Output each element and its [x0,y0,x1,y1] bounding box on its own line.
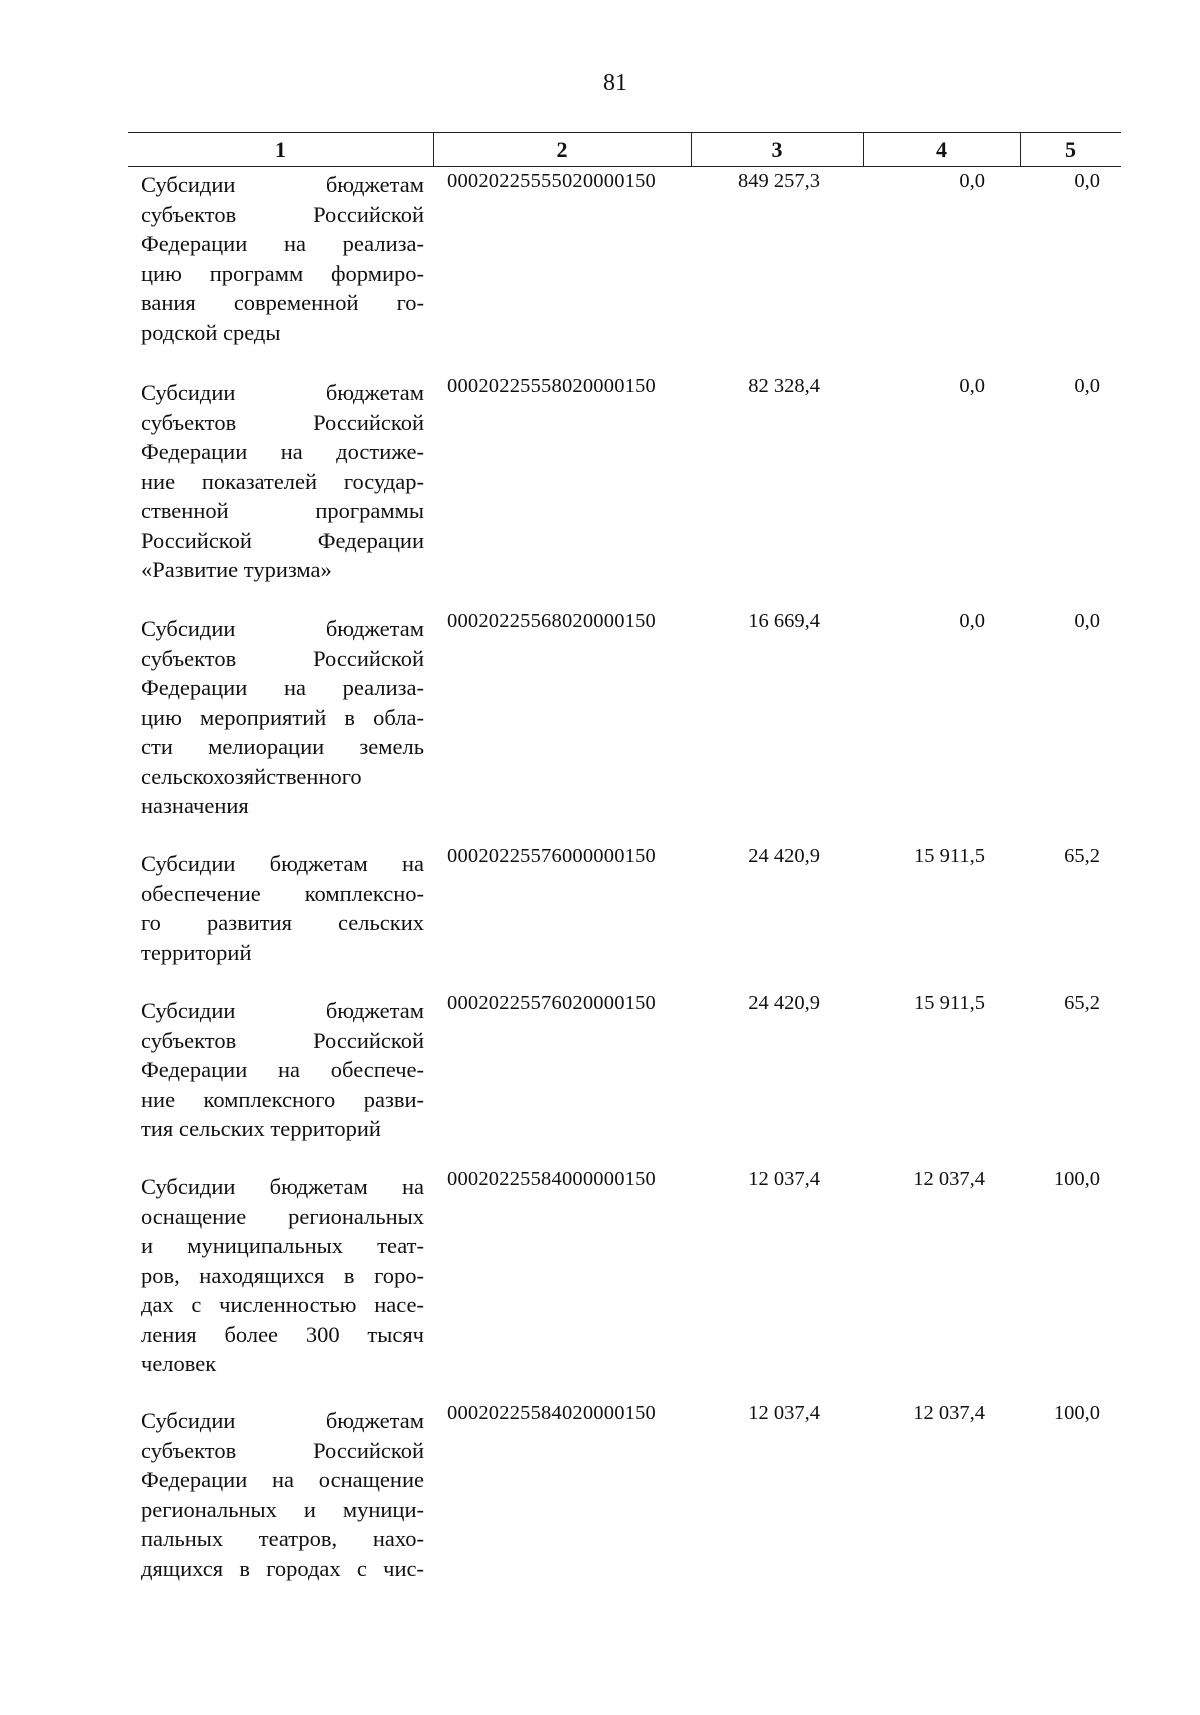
value-col-5: 100,0 [1053,1168,1100,1190]
description-line: Субсидии бюджетам [141,1408,424,1433]
row-description [141,849,424,967]
description-line: Федерации на оснащение [141,1467,424,1492]
value-col-3: 24 420,9 [748,845,820,867]
description-line: Федерации на реализа- [141,675,424,700]
description-line: оснащение региональных [141,1203,424,1229]
column-header-5: 5 [1065,137,1076,162]
budget-code: 00020225555020000150 [447,170,656,192]
description-line: назначения [141,793,249,818]
description-line: сти мелиорации земель [141,734,424,759]
description-line: Субсидии бюджетам [141,172,424,197]
description-line: территорий [141,939,252,965]
column-header-1: 1 [275,137,286,162]
description-line: «Развитие туризма» [141,557,332,582]
description-line: ров, находящихся в горо- [141,1262,424,1288]
description-line: сельскохозяйственного [141,763,362,789]
description-line: Субсидии бюджетам на [141,1174,424,1199]
value-col-3: 16 669,4 [748,610,820,632]
value-col-5: 65,2 [1064,845,1100,867]
description-line: тия сельских территорий [141,1116,381,1141]
budget-code: 00020225584000000150 [447,1168,656,1190]
value-col-4: 0,0 [959,610,985,632]
description-line: цию программ формиро- [141,260,424,286]
value-col-4: 12 037,4 [913,1168,985,1190]
value-col-3: 82 328,4 [748,375,820,397]
description-line: пальных театров, нахо- [141,1526,424,1551]
description-line: ние показателей государ- [141,468,424,494]
description-line: вания современной го- [141,290,424,315]
budget-code: 00020225568020000150 [447,610,656,632]
value-col-3: 12 037,4 [748,1402,820,1424]
column-header-3: 3 [771,137,783,162]
description-line: Федерации на достиже- [141,439,424,464]
description-line: родской среды [141,319,281,345]
description-line: человек [141,1351,217,1376]
value-col-4: 0,0 [959,170,985,192]
row-description [141,1172,424,1379]
description-line: ние комплексного разви- [141,1086,424,1112]
table-header [128,132,1121,167]
description-line: го развития сельских [141,910,424,935]
value-col-4: 12 037,4 [913,1402,985,1424]
column-header-4: 4 [936,137,947,162]
description-line: субъектов Российской [141,1437,424,1463]
value-col-5: 100,0 [1053,1402,1100,1424]
value-col-5: 0,0 [1074,170,1100,192]
value-col-3: 24 420,9 [748,992,820,1014]
row-description [141,170,424,347]
value-col-5: 0,0 [1074,375,1100,397]
description-line: дящихся в городах с чис- [141,1555,424,1581]
budget-code: 00020225576020000150 [447,992,656,1014]
description-line: субъектов Российской [141,201,424,227]
description-line: дах с численностью насе- [141,1292,424,1317]
page-number: 81 [603,70,627,96]
row-description [141,378,424,585]
value-col-3: 12 037,4 [748,1168,820,1190]
budget-code: 00020225584020000150 [447,1402,656,1424]
description-line: ления более 300 тысяч [141,1321,424,1347]
description-line: Субсидии бюджетам [141,616,424,641]
row-description [141,996,424,1144]
description-line: цию мероприятий в обла- [141,704,424,730]
description-line: Субсидии бюджетам [141,380,424,405]
description-line: субъектов Российской [141,1027,424,1053]
budget-code: 00020225576000000150 [447,845,656,867]
value-col-4: 0,0 [959,375,985,397]
description-line: ственной программы [141,498,424,523]
description-line: Федерации на реализа- [141,231,424,256]
value-col-5: 0,0 [1074,610,1100,632]
budget-code: 00020225558020000150 [447,375,656,397]
value-col-4: 15 911,5 [914,992,985,1014]
row-description [141,614,424,821]
description-line: региональных и муници- [141,1496,424,1522]
description-line: Субсидии бюджетам на [141,851,424,876]
row-description [141,1406,424,1583]
value-col-4: 15 911,5 [914,845,985,867]
description-line: субъектов Российской [141,645,424,671]
description-line: Субсидии бюджетам [141,998,424,1023]
description-line: Федерации на обеспече- [141,1057,424,1082]
description-line: обеспечение комплексно- [141,880,424,906]
column-header-2: 2 [556,137,568,162]
description-line: субъектов Российской [141,409,424,435]
value-col-3: 849 257,3 [738,170,820,192]
description-line: Российской Федерации [141,527,424,553]
description-line: и муниципальных теат- [141,1233,424,1258]
value-col-5: 65,2 [1064,992,1100,1014]
